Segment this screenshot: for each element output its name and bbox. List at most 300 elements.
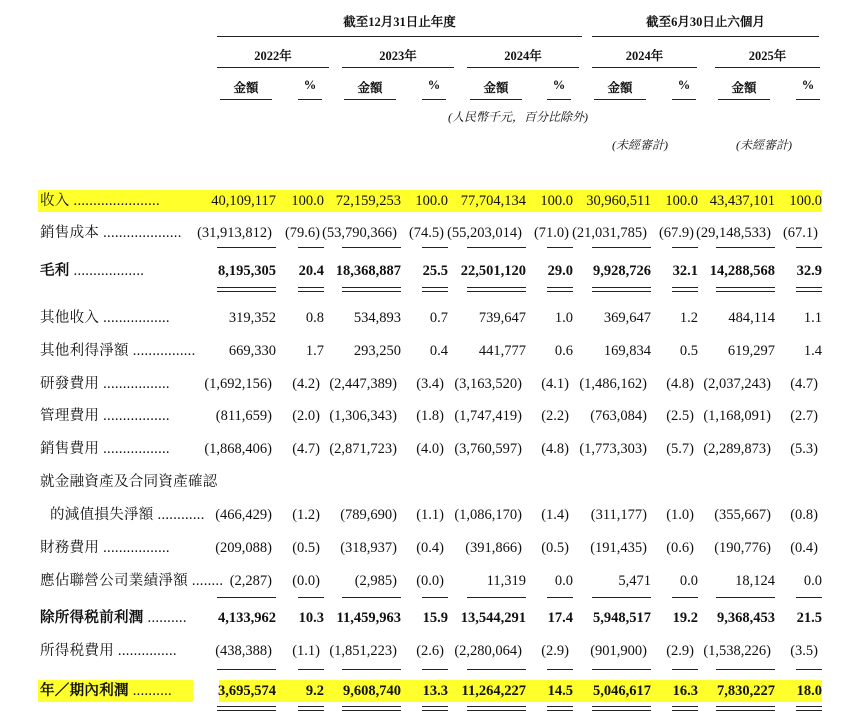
total-rule bbox=[298, 287, 324, 288]
year-rule-2023 bbox=[342, 67, 454, 68]
percent-cell: (2.2) bbox=[541, 408, 569, 424]
subtotal-rule bbox=[217, 247, 276, 248]
total-rule bbox=[672, 706, 698, 707]
percent-cell: (4.2) bbox=[292, 376, 320, 392]
percent-cell: 21.5 bbox=[796, 610, 822, 626]
percent-cell: (4.8) bbox=[541, 441, 569, 457]
leader-dots: .................... bbox=[99, 225, 182, 241]
percent-cell: (2.7) bbox=[790, 408, 818, 424]
total-rule bbox=[796, 706, 822, 707]
percent-cell: (3.4) bbox=[416, 376, 444, 392]
amount-cell: 169,834 bbox=[603, 343, 651, 359]
subtotal-rule bbox=[672, 669, 698, 670]
total-rule bbox=[467, 710, 526, 711]
subtotal-rule bbox=[796, 247, 822, 248]
percent-cell: (4.7) bbox=[292, 441, 320, 457]
amount-cell: 14,288,568 bbox=[709, 263, 775, 279]
row-label bbox=[40, 401, 200, 431]
amount-cell: 18,368,887 bbox=[335, 263, 401, 279]
percent-cell: 9.2 bbox=[305, 683, 324, 699]
amount-cell: (1,868,406) bbox=[204, 441, 272, 457]
row-gross-profit bbox=[0, 256, 842, 286]
group-header-six-months: 截至6月30日止六個月 bbox=[646, 15, 765, 29]
amount-cell: 11,264,227 bbox=[461, 683, 526, 699]
leader-dots: ............... bbox=[114, 643, 177, 659]
percent-cell: (4.7) bbox=[790, 376, 818, 392]
amount-cell: (1,851,223) bbox=[329, 643, 397, 659]
amount-cell: 739,647 bbox=[478, 310, 526, 326]
sub-rule bbox=[594, 99, 646, 100]
subtotal-rule bbox=[422, 597, 448, 598]
amount-cell: (2,287) bbox=[229, 573, 272, 589]
year-rule-2024 bbox=[467, 67, 579, 68]
amount-cell: 534,893 bbox=[353, 310, 401, 326]
percent-cell: (0.5) bbox=[541, 540, 569, 556]
percent-cell: 1.1 bbox=[803, 310, 822, 326]
amount-cell: (391,866) bbox=[465, 540, 522, 556]
row-share-of-associates bbox=[0, 566, 842, 596]
percent-cell: 1.0 bbox=[554, 310, 573, 326]
currency-note: (人民幣千元，百分比除外) bbox=[448, 110, 588, 124]
percent-cell: (2.6) bbox=[416, 643, 444, 659]
row-label-text: 應佔聯營公司業績淨額 bbox=[40, 573, 188, 589]
percent-cell: (5.3) bbox=[790, 441, 818, 457]
percent-cell: 0.0 bbox=[679, 573, 698, 589]
total-rule bbox=[547, 706, 573, 707]
pct-header: % bbox=[677, 78, 691, 92]
total-rule bbox=[672, 710, 698, 711]
amount-cell: (3,163,520) bbox=[454, 376, 522, 392]
sub-rule bbox=[718, 99, 770, 100]
row-label-text: 銷售成本 bbox=[40, 225, 100, 241]
row-label-text: 其他利得淨額 bbox=[40, 343, 129, 359]
amount-header: 金額 bbox=[357, 81, 383, 95]
row-label bbox=[40, 303, 200, 333]
subtotal-rule bbox=[217, 597, 276, 598]
percent-cell: 0.5 bbox=[679, 343, 698, 359]
percent-cell: (2.9) bbox=[541, 643, 569, 659]
subtotal-rule bbox=[672, 597, 698, 598]
amount-header: 金額 bbox=[483, 81, 509, 95]
row-label bbox=[40, 256, 200, 286]
total-rule bbox=[217, 706, 276, 707]
total-rule bbox=[217, 710, 276, 711]
amount-cell: 9,928,726 bbox=[593, 263, 651, 279]
year-2024-h1: 2024年 bbox=[625, 49, 664, 63]
row-label-text: 年／期內利潤 bbox=[40, 683, 129, 699]
total-rule bbox=[796, 287, 822, 288]
subtotal-rule bbox=[592, 597, 651, 598]
amount-cell: (901,900) bbox=[590, 643, 647, 659]
amount-cell: 11,459,963 bbox=[336, 610, 401, 626]
subtotal-rule bbox=[547, 597, 573, 598]
amount-cell: (311,177) bbox=[590, 507, 647, 523]
percent-cell: 0.0 bbox=[554, 573, 573, 589]
amount-cell: 18,124 bbox=[735, 573, 775, 589]
percent-cell: 10.3 bbox=[298, 610, 324, 626]
percent-cell: 18.0 bbox=[796, 683, 822, 699]
amount-cell: 72,159,253 bbox=[335, 193, 401, 209]
total-rule bbox=[796, 710, 822, 711]
percent-cell: (0.8) bbox=[790, 507, 818, 523]
total-rule bbox=[422, 710, 448, 711]
total-rule bbox=[467, 706, 526, 707]
percent-cell: (1.1) bbox=[416, 507, 444, 523]
amount-header: 金額 bbox=[233, 81, 259, 95]
amount-cell: 369,647 bbox=[603, 310, 651, 326]
year-2025-h1: 2025年 bbox=[748, 49, 787, 63]
row-label bbox=[40, 676, 200, 706]
total-rule bbox=[796, 291, 822, 292]
total-rule bbox=[716, 291, 775, 292]
row-label-text: 就金融資產及合同資產確認 bbox=[40, 474, 218, 490]
amount-cell: (355,667) bbox=[714, 507, 771, 523]
percent-cell: (74.5) bbox=[408, 225, 444, 241]
sub-rule bbox=[547, 99, 571, 100]
unaudited-note-2024: (未經審計) bbox=[612, 138, 668, 152]
subtotal-rule bbox=[298, 597, 324, 598]
amount-cell: (31,913,812) bbox=[197, 225, 272, 241]
group-header-year-ended: 截至12月31日止年度 bbox=[343, 15, 456, 29]
amount-cell: 43,437,101 bbox=[709, 193, 775, 209]
amount-cell: (466,429) bbox=[215, 507, 272, 523]
row-label-text: 所得税費用 bbox=[40, 643, 114, 659]
amount-cell: 441,777 bbox=[478, 343, 526, 359]
total-rule bbox=[422, 706, 448, 707]
leader-dots: ................. bbox=[99, 310, 170, 326]
amount-cell: 13,544,291 bbox=[460, 610, 526, 626]
total-rule bbox=[342, 291, 401, 292]
leader-dots: .......... bbox=[128, 683, 172, 699]
leader-dots: ................ bbox=[128, 343, 196, 359]
row-impairment-losses bbox=[0, 500, 842, 530]
percent-cell: 20.4 bbox=[298, 263, 324, 279]
leader-dots: .......... bbox=[143, 610, 187, 626]
total-rule bbox=[298, 710, 324, 711]
total-rule bbox=[298, 706, 324, 707]
row-label-text: 管理費用 bbox=[40, 408, 100, 424]
subtotal-rule bbox=[672, 247, 698, 248]
percent-cell: 14.5 bbox=[547, 683, 573, 699]
total-rule bbox=[422, 287, 448, 288]
amount-cell: 319,352 bbox=[228, 310, 276, 326]
subtotal-rule bbox=[422, 247, 448, 248]
subtotal-rule bbox=[716, 597, 775, 598]
total-rule bbox=[672, 291, 698, 292]
total-rule bbox=[467, 287, 526, 288]
leader-dots: ........ bbox=[188, 573, 224, 589]
amount-cell: (1,692,156) bbox=[204, 376, 272, 392]
pct-header: % bbox=[303, 78, 317, 92]
year-2023: 2023年 bbox=[379, 49, 417, 63]
total-rule bbox=[217, 287, 276, 288]
amount-cell: 5,046,617 bbox=[593, 683, 651, 699]
percent-cell: 16.3 bbox=[672, 683, 698, 699]
total-rule bbox=[592, 710, 651, 711]
percent-cell: 0.4 bbox=[429, 343, 448, 359]
percent-cell: (4.0) bbox=[416, 441, 444, 457]
percent-cell: 13.3 bbox=[422, 683, 448, 699]
amount-cell: (438,388) bbox=[215, 643, 272, 659]
row-rd-expenses bbox=[0, 369, 842, 399]
sub-rule bbox=[470, 99, 522, 100]
subtotal-rule bbox=[298, 247, 324, 248]
row-admin-expenses bbox=[0, 401, 842, 431]
row-label bbox=[40, 566, 224, 596]
percent-cell: (4.8) bbox=[666, 376, 694, 392]
total-rule bbox=[298, 291, 324, 292]
row-profit-before-tax bbox=[0, 603, 842, 633]
sub-rule bbox=[344, 99, 396, 100]
row-other-income bbox=[0, 303, 842, 333]
amount-cell: 7,830,227 bbox=[717, 683, 775, 699]
amount-cell: (2,871,723) bbox=[329, 441, 397, 457]
subtotal-rule bbox=[716, 669, 775, 670]
percent-cell: (2.5) bbox=[666, 408, 694, 424]
percent-cell: 100.0 bbox=[540, 193, 573, 209]
percent-cell: (0.5) bbox=[292, 540, 320, 556]
percent-cell: (0.0) bbox=[416, 573, 444, 589]
unaudited-note-2025: (未經審計) bbox=[736, 138, 792, 152]
percent-cell: 19.2 bbox=[672, 610, 698, 626]
amount-header: 金額 bbox=[607, 81, 633, 95]
amount-cell: (191,435) bbox=[590, 540, 647, 556]
row-label bbox=[40, 434, 200, 464]
amount-cell: 11,319 bbox=[486, 573, 526, 589]
row-finance-costs bbox=[0, 533, 842, 563]
percent-cell: 0.0 bbox=[803, 573, 822, 589]
sub-rule bbox=[672, 99, 696, 100]
row-label-text: 毛利 bbox=[40, 263, 70, 279]
amount-cell: (1,486,162) bbox=[579, 376, 647, 392]
percent-cell: (67.9) bbox=[658, 225, 694, 241]
pct-header: % bbox=[552, 78, 566, 92]
row-label-text: 除所得税前利潤 bbox=[40, 610, 144, 626]
amount-cell: (21,031,785) bbox=[572, 225, 647, 241]
group1-rule bbox=[217, 36, 582, 37]
percent-cell: (0.6) bbox=[666, 540, 694, 556]
percent-cell: (1.8) bbox=[416, 408, 444, 424]
percent-cell: 1.7 bbox=[305, 343, 324, 359]
subtotal-rule bbox=[796, 597, 822, 598]
percent-cell: 100.0 bbox=[789, 193, 822, 209]
subtotal-rule bbox=[342, 669, 401, 670]
row-cost-of-sales bbox=[0, 218, 842, 248]
amount-cell: (1,538,226) bbox=[703, 643, 771, 659]
amount-cell: (2,280,064) bbox=[454, 643, 522, 659]
year-rule-2025-h1 bbox=[715, 67, 820, 68]
percent-cell: 1.4 bbox=[803, 343, 822, 359]
leader-dots: ................. bbox=[99, 441, 170, 457]
group2-rule bbox=[592, 36, 819, 37]
row-profit-for-period bbox=[0, 676, 842, 706]
percent-cell: 100.0 bbox=[665, 193, 698, 209]
percent-cell: (0.0) bbox=[292, 573, 320, 589]
amount-cell: (2,985) bbox=[354, 573, 397, 589]
pct-header: % bbox=[801, 78, 815, 92]
leader-dots: ................. bbox=[99, 540, 170, 556]
amount-cell: 77,704,134 bbox=[460, 193, 526, 209]
percent-cell: (5.7) bbox=[666, 441, 694, 457]
amount-cell: (763,084) bbox=[590, 408, 647, 424]
row-label-text: 其他收入 bbox=[40, 310, 100, 326]
leader-dots: ................. bbox=[99, 376, 170, 392]
total-rule bbox=[547, 710, 573, 711]
percent-cell: (4.1) bbox=[541, 376, 569, 392]
subtotal-rule bbox=[716, 247, 775, 248]
percent-cell: (1.0) bbox=[666, 507, 694, 523]
amount-cell: (55,203,014) bbox=[447, 225, 522, 241]
subtotal-rule bbox=[467, 247, 526, 248]
percent-cell: (67.1) bbox=[782, 225, 818, 241]
row-other-gains-net bbox=[0, 336, 842, 366]
amount-cell: 3,695,574 bbox=[218, 683, 276, 699]
amount-cell: 5,948,517 bbox=[593, 610, 651, 626]
subtotal-rule bbox=[298, 669, 324, 670]
amount-cell: (811,659) bbox=[215, 408, 272, 424]
percent-cell: 29.0 bbox=[547, 263, 573, 279]
amount-cell: (2,447,389) bbox=[329, 376, 397, 392]
amount-cell: (190,776) bbox=[714, 540, 771, 556]
leader-dots: ................. bbox=[99, 408, 170, 424]
percent-cell: 25.5 bbox=[422, 263, 448, 279]
total-rule bbox=[422, 291, 448, 292]
amount-cell: 30,960,511 bbox=[586, 193, 651, 209]
sub-rule bbox=[220, 99, 272, 100]
percent-cell: (3.5) bbox=[790, 643, 818, 659]
amount-cell: (209,088) bbox=[215, 540, 272, 556]
percent-cell: 17.4 bbox=[547, 610, 573, 626]
row-revenue bbox=[0, 186, 842, 216]
total-rule bbox=[592, 287, 651, 288]
percent-cell: (1.2) bbox=[292, 507, 320, 523]
percent-cell: (1.1) bbox=[292, 643, 320, 659]
amount-cell: 484,114 bbox=[728, 310, 775, 326]
total-rule bbox=[672, 287, 698, 288]
row-income-tax-expense bbox=[0, 636, 842, 666]
total-rule bbox=[342, 706, 401, 707]
total-rule bbox=[716, 287, 775, 288]
row-label bbox=[40, 186, 200, 216]
amount-cell: (2,037,243) bbox=[703, 376, 771, 392]
amount-cell: (3,760,597) bbox=[454, 441, 522, 457]
subtotal-rule bbox=[796, 669, 822, 670]
row-label bbox=[40, 636, 200, 666]
percent-cell: 100.0 bbox=[291, 193, 324, 209]
row-impairment-label bbox=[0, 467, 842, 497]
percent-cell: 0.7 bbox=[429, 310, 448, 326]
total-rule bbox=[592, 291, 651, 292]
percent-cell: 1.2 bbox=[679, 310, 698, 326]
amount-cell: 9,608,740 bbox=[343, 683, 401, 699]
percent-cell: (71.0) bbox=[533, 225, 569, 241]
amount-cell: 4,133,962 bbox=[218, 610, 276, 626]
sub-rule bbox=[796, 99, 820, 100]
amount-cell: (1,773,303) bbox=[579, 441, 647, 457]
amount-cell: (789,690) bbox=[340, 507, 397, 523]
total-rule bbox=[467, 291, 526, 292]
amount-cell: 5,471 bbox=[618, 573, 651, 589]
amount-cell: (1,306,343) bbox=[329, 408, 397, 424]
percent-cell: 100.0 bbox=[415, 193, 448, 209]
percent-cell: (2.0) bbox=[292, 408, 320, 424]
percent-cell: 0.8 bbox=[305, 310, 324, 326]
year-rule-2022 bbox=[217, 67, 329, 68]
total-rule bbox=[342, 710, 401, 711]
subtotal-rule bbox=[592, 247, 651, 248]
total-rule bbox=[547, 291, 573, 292]
year-rule-2024-h1 bbox=[592, 67, 697, 68]
subtotal-rule bbox=[547, 247, 573, 248]
subtotal-rule bbox=[467, 669, 526, 670]
sub-rule bbox=[422, 99, 446, 100]
amount-cell: (53,790,366) bbox=[322, 225, 397, 241]
total-rule bbox=[716, 710, 775, 711]
amount-cell: (29,148,533) bbox=[696, 225, 771, 241]
total-rule bbox=[547, 287, 573, 288]
percent-cell: 0.6 bbox=[554, 343, 573, 359]
row-label bbox=[50, 500, 210, 530]
row-label bbox=[40, 603, 200, 633]
subtotal-rule bbox=[422, 669, 448, 670]
amount-cell: 619,297 bbox=[727, 343, 775, 359]
subtotal-rule bbox=[342, 597, 401, 598]
year-2022: 2022年 bbox=[254, 49, 292, 63]
total-rule bbox=[342, 287, 401, 288]
sub-rule bbox=[298, 99, 322, 100]
row-label bbox=[40, 533, 200, 563]
percent-cell: 32.9 bbox=[796, 263, 822, 279]
amount-cell: (1,168,091) bbox=[703, 408, 771, 424]
row-label-text: 銷售費用 bbox=[40, 441, 100, 457]
row-label bbox=[40, 218, 200, 248]
percent-cell: (1.4) bbox=[541, 507, 569, 523]
amount-cell: (2,289,873) bbox=[703, 441, 771, 457]
total-rule bbox=[592, 706, 651, 707]
year-2024: 2024年 bbox=[504, 49, 542, 63]
amount-cell: 22,501,120 bbox=[460, 263, 526, 279]
subtotal-rule bbox=[217, 669, 276, 670]
amount-header: 金額 bbox=[731, 81, 757, 95]
row-label-text: 收入 bbox=[40, 193, 70, 209]
row-label bbox=[40, 467, 218, 497]
total-rule bbox=[217, 291, 276, 292]
amount-cell: 9,368,453 bbox=[717, 610, 775, 626]
leader-dots: ...................... bbox=[69, 193, 160, 209]
amount-cell: 669,330 bbox=[228, 343, 276, 359]
percent-cell: (0.4) bbox=[416, 540, 444, 556]
amount-cell: 8,195,305 bbox=[218, 263, 276, 279]
subtotal-rule bbox=[467, 597, 526, 598]
amount-cell: (1,086,170) bbox=[454, 507, 522, 523]
amount-cell: 293,250 bbox=[353, 343, 401, 359]
row-selling-expenses bbox=[0, 434, 842, 464]
percent-cell: (79.6) bbox=[284, 225, 320, 241]
amount-cell: (318,937) bbox=[340, 540, 397, 556]
subtotal-rule bbox=[592, 669, 651, 670]
row-label-text: 財務費用 bbox=[40, 540, 100, 556]
total-rule bbox=[716, 706, 775, 707]
subtotal-rule bbox=[342, 247, 401, 248]
row-label bbox=[40, 336, 200, 366]
row-label bbox=[40, 369, 200, 399]
percent-cell: (2.9) bbox=[666, 643, 694, 659]
leader-dots: .................. bbox=[69, 263, 145, 279]
percent-cell: 32.1 bbox=[672, 263, 698, 279]
pct-header: % bbox=[427, 78, 441, 92]
leader-dots: ............ bbox=[153, 507, 205, 523]
amount-cell: (1,747,419) bbox=[454, 408, 522, 424]
